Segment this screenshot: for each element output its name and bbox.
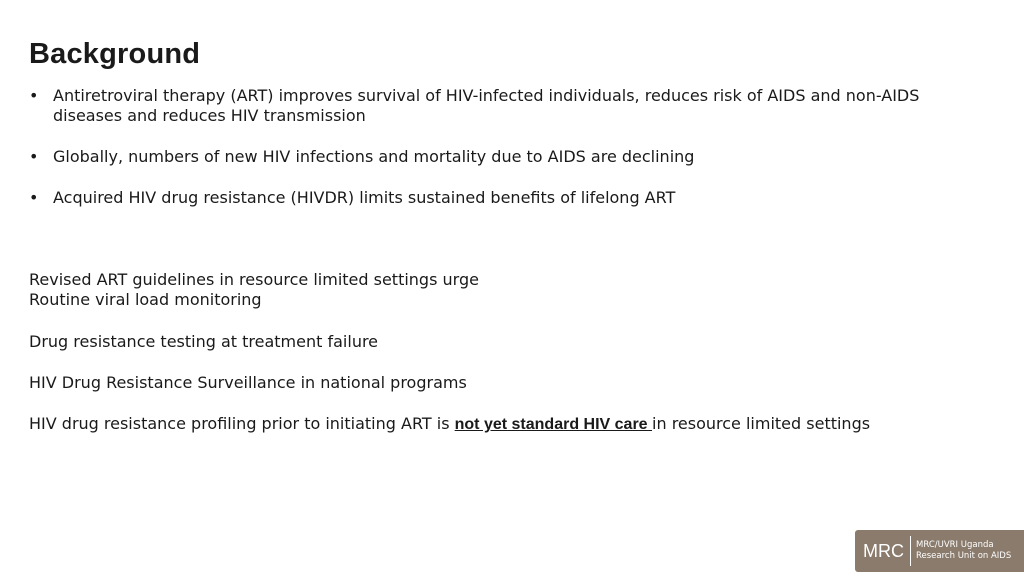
mrc-logo [855,530,1024,572]
guidelines-line-1: Revised ART guidelines in resource limited settings urge [29,270,479,289]
bullet-text: Acquired HIV drug resistance (HIVDR) limits sustained benefits of lifelong ART [53,188,676,207]
bullet-list [29,86,989,229]
slide-title: Background [29,38,201,70]
bullet-marker: • [29,147,39,166]
logo-text [911,540,1011,562]
bullet-marker: • [29,188,39,207]
bullet-marker: • [29,86,39,105]
guidelines-paragraph [29,270,1009,310]
bullet-text: Antiretroviral therapy (ART) improves survival of HIV-infected individuals, reduces risk of AIDS and non-AIDS diseases and reduces HIV transmission [53,86,920,125]
profiling-text-after: in resource limited settings [652,414,871,433]
logo-line-1: MRC/UVRI Uganda [916,540,994,550]
resistance-testing-paragraph: Drug resistance testing at treatment failure [29,332,379,351]
profiling-text-before: HIV drug resistance profiling prior to initiating ART is [29,414,455,433]
profiling-emphasis: not yet standard HIV care [454,416,653,433]
surveillance-paragraph: HIV Drug Resistance Surveillance in national programs [29,373,467,392]
logo-abbr: MRC [863,541,904,561]
profiling-paragraph [29,414,1009,435]
bullet-text: Globally, numbers of new HIV infections and mortality due to AIDS are declining [53,147,695,166]
guidelines-line-2: Routine viral load monitoring [29,290,262,309]
logo-line-2: Research Unit on AIDS [916,551,1012,561]
bullet-item [29,147,989,167]
bullet-item [29,86,989,126]
bullet-item [29,188,989,208]
